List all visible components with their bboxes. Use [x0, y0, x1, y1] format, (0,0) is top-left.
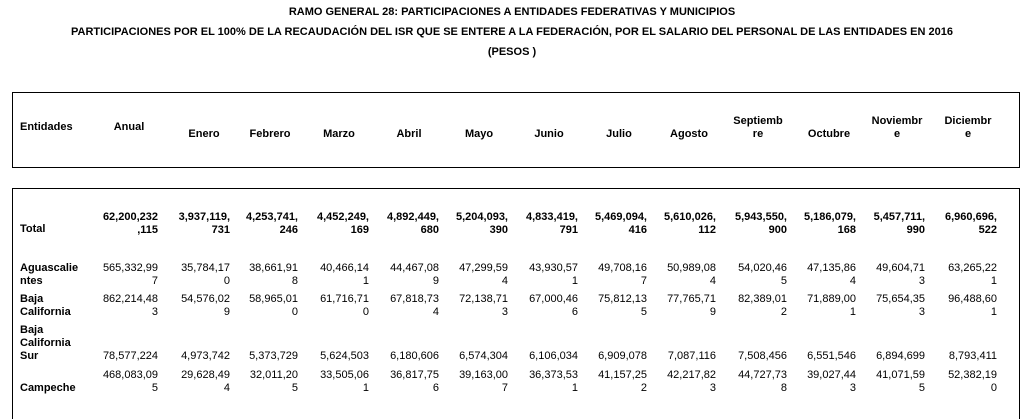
cell-campeche-julio: 41,157,25 2 [598, 369, 647, 394]
cell-campeche-noviembre: 41,071,59 5 [876, 369, 925, 394]
cell-aguascalientes-mayo: 47,299,59 4 [459, 262, 508, 287]
cell-total-enero: 3,937,119, 731 [178, 211, 230, 236]
row-label-total: Total [20, 223, 46, 235]
cell-baja-california-junio: 67,000,46 6 [529, 293, 578, 318]
cell-aguascalientes-abril: 44,467,08 9 [390, 262, 439, 287]
row-label-baja-california: Baja California [20, 293, 71, 318]
cell-campeche-marzo: 33,505,06 1 [320, 369, 369, 394]
cell-total-julio: 5,469,094, 416 [595, 211, 647, 236]
cell-campeche-mayo: 39,163,00 7 [459, 369, 508, 394]
cell-baja-california-marzo: 61,716,71 0 [320, 293, 369, 318]
cell-bcs-febrero: 5,373,729 [249, 350, 298, 362]
cell-campeche-octubre: 39,027,44 3 [807, 369, 856, 394]
column-header-octubre: Octubre [807, 128, 851, 140]
cell-aguascalientes-septiembre: 54,020,46 5 [738, 262, 787, 287]
cell-total-junio: 4,833,419, 791 [526, 211, 578, 236]
cell-aguascalientes-anual: 565,332,99 7 [102, 262, 158, 287]
cell-campeche-junio: 36,373,53 1 [529, 369, 578, 394]
cell-bcs-junio: 6,106,034 [529, 350, 578, 362]
cell-aguascalientes-julio: 49,708,16 7 [598, 262, 647, 287]
cell-aguascalientes-agosto: 50,989,08 4 [667, 262, 716, 287]
cell-campeche-enero: 29,628,49 4 [181, 369, 230, 394]
cell-aguascalientes-noviembre: 49,604,71 3 [876, 262, 925, 287]
row-label-baja-california-sur: Baja California Sur [20, 324, 71, 362]
cell-bcs-agosto: 7,087,116 [667, 350, 716, 362]
cell-bcs-septiembre: 7,508,456 [738, 350, 787, 362]
cell-aguascalientes-octubre: 47,135,86 4 [807, 262, 856, 287]
cell-bcs-octubre: 6,551,546 [807, 350, 856, 362]
cell-baja-california-agosto: 77,765,71 9 [667, 293, 716, 318]
cell-total-septiembre: 5,943,550, 900 [735, 211, 787, 236]
cell-total-febrero: 4,253,741, 246 [246, 211, 298, 236]
cell-campeche-septiembre: 44,727,73 8 [738, 369, 787, 394]
column-header-mayo: Mayo [464, 128, 494, 140]
cell-baja-california-julio: 75,812,13 5 [598, 293, 647, 318]
column-header-entidades: Entidades [20, 121, 73, 133]
cell-total-agosto: 5,610,026, 112 [664, 211, 716, 236]
row-label-aguascalientes: Aguascalie ntes [20, 262, 79, 287]
cell-bcs-diciembre: 8,793,411 [948, 350, 997, 362]
cell-total-anual: 62,200,232 ,115 [102, 211, 158, 236]
cell-baja-california-noviembre: 75,654,35 3 [876, 293, 925, 318]
cell-total-marzo: 4,452,249, 169 [317, 211, 369, 236]
cell-aguascalientes-enero: 35,784,17 0 [181, 262, 230, 287]
cell-total-octubre: 5,186,079, 168 [804, 211, 856, 236]
cell-baja-california-diciembre: 96,488,60 1 [948, 293, 997, 318]
column-header-julio: Julio [606, 128, 632, 140]
cell-bcs-abril: 6,180,606 [390, 350, 439, 362]
cell-baja-california-septiembre: 82,389,01 2 [738, 293, 787, 318]
cell-bcs-enero: 4,973,742 [181, 350, 230, 362]
cell-campeche-febrero: 32,011,20 5 [249, 369, 298, 394]
cell-campeche-abril: 36,817,75 6 [390, 369, 439, 394]
cell-campeche-agosto: 42,217,82 3 [667, 369, 716, 394]
column-header-marzo: Marzo [323, 128, 355, 140]
report-subtitle: PARTICIPACIONES POR EL 100% DE LA RECAUDACIÓN DEL ISR QUE SE ENTERE A LA FEDERACIÓN, POR EL SALARIO DEL PERSONAL DE LAS ENTIDADES EN 2016 [71, 26, 953, 38]
column-header-septiembre: Septiemb re [733, 115, 783, 140]
cell-bcs-marzo: 5,624,503 [320, 350, 369, 362]
cell-campeche-diciembre: 52,382,19 0 [948, 369, 997, 394]
cell-baja-california-abril: 67,818,73 4 [390, 293, 439, 318]
cell-baja-california-enero: 54,576,02 9 [181, 293, 230, 318]
cell-aguascalientes-junio: 43,930,57 1 [529, 262, 578, 287]
column-header-junio: Junio [534, 128, 564, 140]
row-label-campeche: Campeche [20, 382, 76, 394]
cell-total-diciembre: 6,960,696, 522 [945, 211, 997, 236]
column-header-abril: Abril [396, 128, 422, 140]
cell-bcs-julio: 6,909,078 [598, 350, 647, 362]
cell-bcs-anual: 78,577,224 [102, 350, 158, 362]
cell-aguascalientes-marzo: 40,466,14 1 [320, 262, 369, 287]
cell-baja-california-mayo: 72,138,71 3 [459, 293, 508, 318]
column-header-febrero: Febrero [249, 128, 291, 140]
cell-campeche-anual: 468,083,09 5 [102, 369, 158, 394]
cell-baja-california-febrero: 58,965,01 0 [249, 293, 298, 318]
report-title: RAMO GENERAL 28: PARTICIPACIONES A ENTIDADES FEDERATIVAS Y MUNICIPIOS [288, 6, 736, 18]
column-header-diciembre: Diciembr e [944, 115, 992, 140]
column-header-noviembre: Noviembr e [871, 115, 923, 140]
cell-baja-california-anual: 862,214,48 3 [102, 293, 158, 318]
cell-baja-california-octubre: 71,889,00 1 [807, 293, 856, 318]
cell-aguascalientes-diciembre: 63,265,22 1 [948, 262, 997, 287]
report-units: (PESOS ) [487, 46, 537, 58]
column-header-agosto: Agosto [670, 128, 708, 140]
cell-total-noviembre: 5,457,711, 990 [873, 211, 925, 236]
cell-total-abril: 4,892,449, 680 [387, 211, 439, 236]
cell-bcs-mayo: 6,574,304 [459, 350, 508, 362]
cell-bcs-noviembre: 6,894,699 [876, 350, 925, 362]
cell-total-mayo: 5,204,093, 390 [456, 211, 508, 236]
column-header-enero: Enero [188, 128, 220, 140]
column-header-anual: Anual [113, 121, 145, 133]
cell-aguascalientes-febrero: 38,661,91 8 [249, 262, 298, 287]
